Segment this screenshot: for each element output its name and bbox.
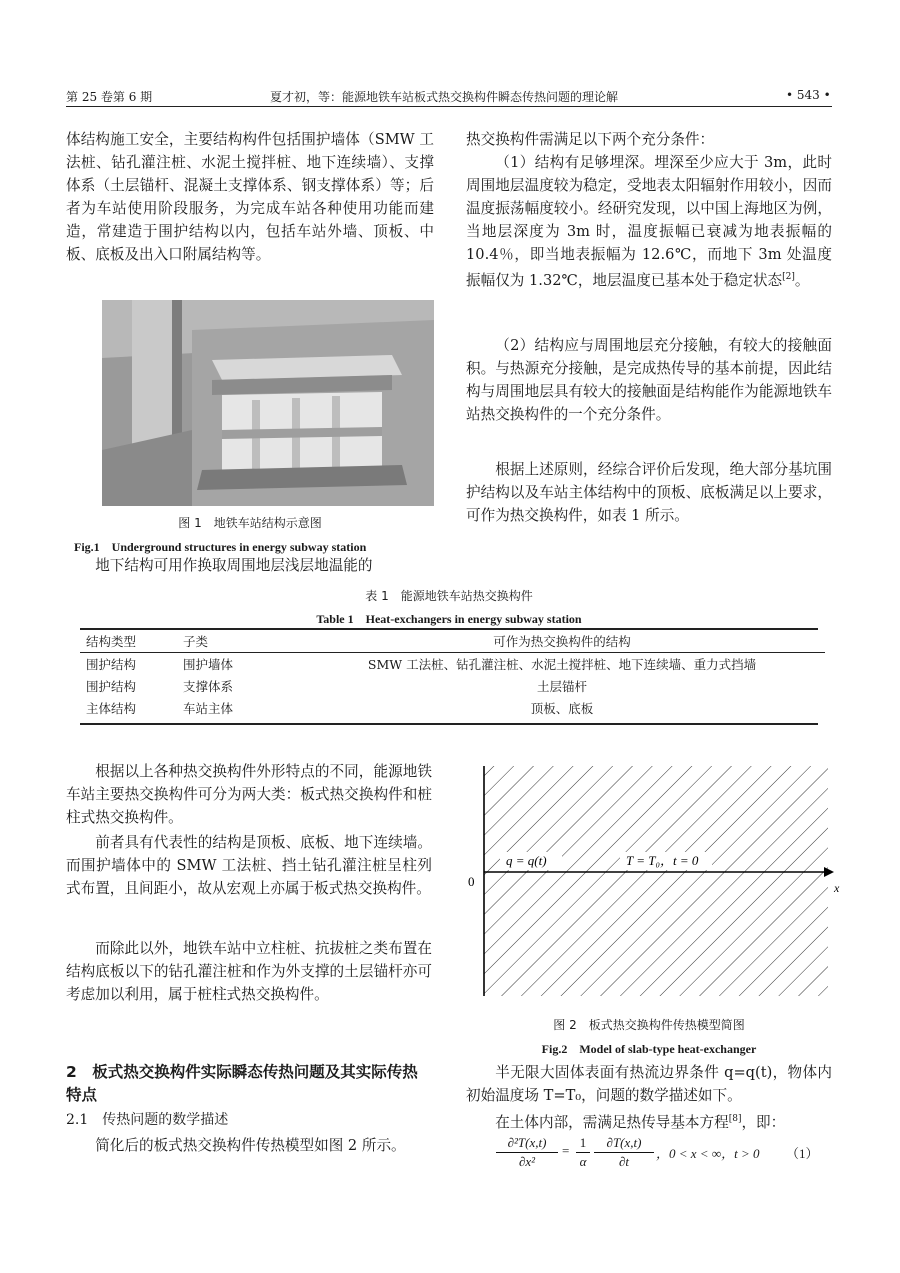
station-structure-drawing (102, 300, 434, 506)
table-cell: 围护结构 (86, 679, 137, 694)
table-1-caption-en: Table 1 Heat-exchangers in energy subway station (316, 612, 582, 626)
right-paragraph-2-end: 。 (794, 271, 810, 289)
header-title: 夏才初，等：能源地铁车站板式热交换构件瞬态传热问题的理论解 (270, 90, 619, 104)
subsection-2-1-title: 2.1 传热问题的数学描述 (66, 1112, 229, 1128)
lower-right-paragraph-1: 半无限大固体表面有热流边界条件 q=q(t)，物体内初始温度场 T=T₀，问题的数学描述如下。 (466, 1064, 832, 1104)
lower-left-paragraph-4: 简化后的板式热交换构件传热模型如图 2 所示。 (95, 1137, 406, 1154)
table-cell: 主体结构 (86, 701, 137, 716)
left-paragraph-1: 体结构施工安全，主要结构构件包括围护墙体（SMW 工法桩、钻孔灌注桩、水泥土搅拌桩、地下连续墙）、支撑体系（土层锚杆、混凝土支撑体系、钢支撑体系）等；后者为车站使用阶段服务，为完成车站各种使用功能而建造，常建造于围护结构以内，包括车站外墙、顶板、中板、底板及出入口附属结构等。 (66, 131, 434, 263)
table-1-caption-cn: 表 1 能源地铁车站热交换构件 (365, 589, 533, 603)
figure-2-diagram (462, 758, 842, 1002)
x-axis-label: x (834, 881, 840, 895)
lower-left-paragraph-1: 根据以上各种热交换构件外形特点的不同，能源地铁车站主要热交换构件可分为两大类：板式热交换构件和桩柱式热交换构件。 (66, 763, 432, 826)
lower-right-paragraph-2 (466, 1108, 832, 1134)
right-paragraph-4: 根据上述原则，经综合评价后发现，绝大部分基坑围护结构以及车站主体结构中的顶板、底板满足以上要求，可作为热交换构件，如表 1 所示。 (466, 461, 832, 524)
left-paragraph-2: 地下结构可用作换取周围地层浅层地温能的 (95, 557, 373, 574)
hatched-soil-region (484, 766, 828, 996)
figure-1-caption-cn: 图 1 地铁车站结构示意图 (178, 516, 322, 530)
figure-2-caption-cn: 图 2 板式热交换构件传热模型简图 (553, 1018, 745, 1032)
reference-8: [8] (728, 1114, 742, 1124)
heat-flux-label: q = q(t) (506, 853, 547, 868)
equation-1 (496, 1134, 832, 1182)
figure-1-caption-en: Fig.1 Underground structures in energy subway station (74, 540, 367, 554)
table-1 (80, 630, 825, 719)
initial-condition-label: T = T₀，t = 0 (626, 853, 699, 868)
lower-right-paragraph-2-text: 在土体内部，需满足热传导基本方程 (495, 1113, 729, 1131)
header-rule (66, 106, 832, 107)
eq-lhs-fraction (496, 1134, 558, 1171)
table-cell: 围护结构 (86, 657, 137, 672)
table-header-cell: 可作为热交换构件的结构 (299, 630, 825, 653)
table-cell: 车站主体 (183, 701, 234, 716)
table-cell: 围护墙体 (183, 657, 234, 672)
lower-right-paragraph-2-end: ，即： (741, 1113, 786, 1131)
header-volume: 第 25 卷第 6 期 (66, 90, 153, 104)
eq-number: （1） (786, 1146, 819, 1161)
table-cell: 土层锚杆 (536, 679, 587, 694)
eq-rhs-denominator: ∂t (618, 1154, 630, 1169)
eq-rhs-fraction (594, 1134, 654, 1171)
section-2-title: 2 板式热交换构件实际瞬态传热问题及其实际传热特点 (66, 1063, 418, 1104)
eq-rhs-numerator: ∂T(x,t) (594, 1134, 654, 1153)
x-axis-arrow (824, 867, 834, 877)
right-paragraph-2-text: （1）结构有足够埋深。埋深至少应大于 3m，此时周围地层温度较为稳定，受地表太阳辐射作用较小，因而温度振荡幅度较小。经研究发现，以中国上海地区为例，当地层深度为 3m 时，温度振幅已衰减为地表振幅的 10.4％，即当地表振幅为 12.6℃，而地下 3m 处温度振幅仅为 1.32℃，地层温度已基本处于稳定状态 (466, 154, 832, 289)
lower-left-paragraph-3: 而除此以外，地铁车站中立柱桩、抗拔桩之类布置在结构底板以下的钻孔灌注桩和作为外支撑的土层锚杆亦可考虑加以利用，属于桩柱式热交换构件。 (66, 940, 432, 1003)
eq-lhs-numerator: ∂²T(x,t) (496, 1134, 558, 1153)
slab-model-svg (462, 758, 842, 1002)
eq-domain: ，0 < x < ∞，t > 0 (656, 1146, 760, 1161)
right-paragraph-1: 热交换构件需满足以下两个充分条件： (466, 131, 715, 148)
table-row (80, 653, 825, 676)
table-cell: 支撑体系 (183, 679, 234, 694)
reference-2: [2] (782, 272, 795, 282)
eq-coef-numerator: 1 (576, 1134, 590, 1153)
table-row (80, 675, 825, 697)
eq-equals: = (562, 1143, 570, 1158)
right-paragraph-2 (466, 151, 832, 292)
table-cell: 顶板、底板 (530, 701, 594, 716)
eq-coef-denominator: α (579, 1154, 587, 1169)
header-page: • 543 • (786, 88, 831, 102)
lower-left-paragraph-2: 前者具有代表性的结构是顶板、底板、地下连续墙。而围护墙体中的 SMW 工法桩、挡土钻孔灌注桩呈柱列式布置，且间距小，故从宏观上亦属于板式热交换构件。 (66, 834, 432, 897)
table-cell: SMW 工法桩、钻孔灌注桩、水泥土搅拌桩、地下连续墙、重力式挡墙 (367, 657, 757, 672)
figure-2-caption-en: Fig.2 Model of slab-type heat-exchanger (541, 1042, 757, 1056)
table-header-row (80, 630, 825, 653)
figure-1-illustration (102, 300, 434, 506)
right-paragraph-3: （2）结构应与周围地层充分接触，有较大的接触面积。与热源充分接触，是完成热传导的基本前提，因此结构与周围地层具有较大的接触面是结构能作为能源地铁车站热交换构件的一个充分条件。 (466, 337, 832, 423)
table-row (80, 697, 825, 719)
table-header-cell: 结构类型 (80, 630, 177, 653)
origin-label: 0 (468, 874, 475, 889)
eq-coefficient (576, 1134, 590, 1171)
eq-lhs-denominator: ∂x² (518, 1154, 536, 1169)
table-1-grid (80, 630, 825, 719)
table-bottom-rule (80, 723, 818, 725)
table-header-cell: 子类 (177, 630, 299, 653)
